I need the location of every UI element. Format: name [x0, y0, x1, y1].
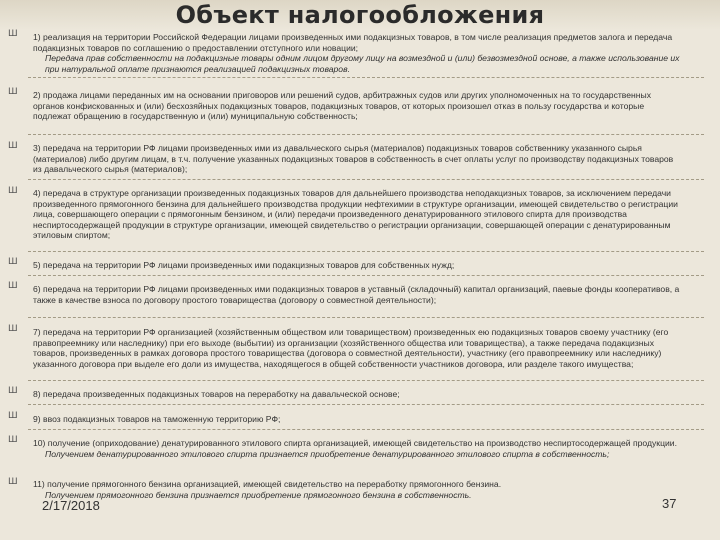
divider [28, 134, 704, 135]
item-text: 1) реализация на территории Российской Федерации лицами произведенных ими подакцизных товаров, в том числе реализация предметов залога и передача подакцизных товаров по соглашению о предоставлении отступного или новации; [33, 32, 673, 53]
item-text: 11) получение прямогонного бензина организацией, имеющей свидетельство на переработку прямогонного бензина. [33, 479, 502, 489]
slide-title: Объект налогообложения [175, 1, 545, 29]
bullet-icon: Ш [8, 435, 18, 445]
bullet-icon: Ш [8, 324, 18, 334]
bullet-icon: Ш [8, 257, 18, 267]
footer-date: 2/17/2018 [42, 498, 100, 513]
item-text: 5) передача на территории РФ лицами произведенных ими подакцизных товаров для собственных нужд; [33, 260, 455, 270]
item-text: 8) передача произведенных подакцизных товаров на переработку на давальческой основе; [33, 389, 400, 399]
item-text: 3) передача на территории РФ лицами произведенных ими из давальческого сырья (материалов) подакцизных товаров собственнику указанного сырья (материалов) либо другим лицам, в т.ч. получение указанных подакцизных товаров в собственность в счет оплаты услуг по производству подакцизных товаров из давальческого сырья (материалов); [33, 143, 674, 174]
item-text: 10) получение (оприходование) денатурированного этилового спирта организацией, имеющей свидетельство на производство неспиртосодержащей продукции. [33, 438, 677, 448]
item-note: Получением прямогонного бензина признается приобретение прямогонного бензина в собственность. [45, 489, 472, 500]
item-text: 2) продажа лицами переданных им на основании приговоров или решений судов, арбитражных судов или других уполномоченных на то государственных органов конфискованных и (или) бесхозяйных подакцизных товаров, подакцизных товаров, от которых произошел отказ в пользу государства и которые подлежат обращению в государственную и (или) муниципальную собственность; [33, 90, 652, 121]
bullet-icon: Ш [8, 29, 18, 39]
divider [28, 404, 704, 405]
item-note: Получением денатурированного этилового спирта признается приобретение денатурированного этилового спирта в собственность; [45, 448, 610, 459]
item-text: 7) передача на территории РФ организацией (хозяйственным обществом или товариществом) произведенных ею подакцизных товаров своему участнику (его правопреемнику или наследнику) при его выходе (выбытии) из организации (хозяйственного общества или товарищества), а также передача подакцизных товаров, произведенных в рамках договора простого товарищества (договора о совместной деятельности), участнику (его правопреемнику или наследнику) указанного договора при выделе его доли из имущества, находящегося в общей собственности участников договора, или разделе такого имущества; [33, 327, 669, 369]
divider [28, 251, 704, 252]
bullet-icon: Ш [8, 141, 18, 151]
item-text: 6) передача на территории РФ лицами произведенных ими подакцизных товаров в уставный (складочный) капитал организаций, паевые фонды кооперативов, а также в качестве взноса по договору простого товарищества (договору о совместной деятельности); [33, 284, 680, 305]
page-number: 37 [662, 496, 677, 511]
bullet-icon: Ш [8, 477, 18, 487]
divider [28, 77, 704, 78]
bullet-icon: Ш [8, 386, 18, 396]
bullet-icon: Ш [8, 186, 18, 196]
divider [28, 380, 704, 381]
item-text: 4) передача в структуре организации произведенных подакцизных товаров для дальнейшего производства неподакцизных товаров, за исключением передачи произведенного прямогонного бензина для дальнейшего производства продукции нефтехимии в структуре организации, имеющей свидетельство о регистрации лица, совершающего операции с прямогонным бензином, и (или) передачи произведенного денатурированного этилового спирта для производства неспиртосодержащей продукции в структуре организации, имеющей свидетельство о регистрации организации, совершающей операции с денатурированным этиловым спиртом; [33, 188, 678, 240]
divider [28, 275, 704, 276]
bullet-icon: Ш [8, 87, 18, 97]
divider [28, 429, 704, 430]
divider [28, 317, 704, 318]
bullet-icon: Ш [8, 281, 18, 291]
item-text: 9) ввоз подакцизных товаров на таможенную территорию РФ; [33, 414, 281, 424]
bullet-icon: Ш [8, 411, 18, 421]
item-note: Передача прав собственности на подакцизные товары одним лицом другому лицу на возмездной и (или) безвозмездной основе, а также использование их при натуральной оплате признаются реализацией подакцизных товаров. [45, 53, 680, 74]
divider [28, 179, 704, 180]
